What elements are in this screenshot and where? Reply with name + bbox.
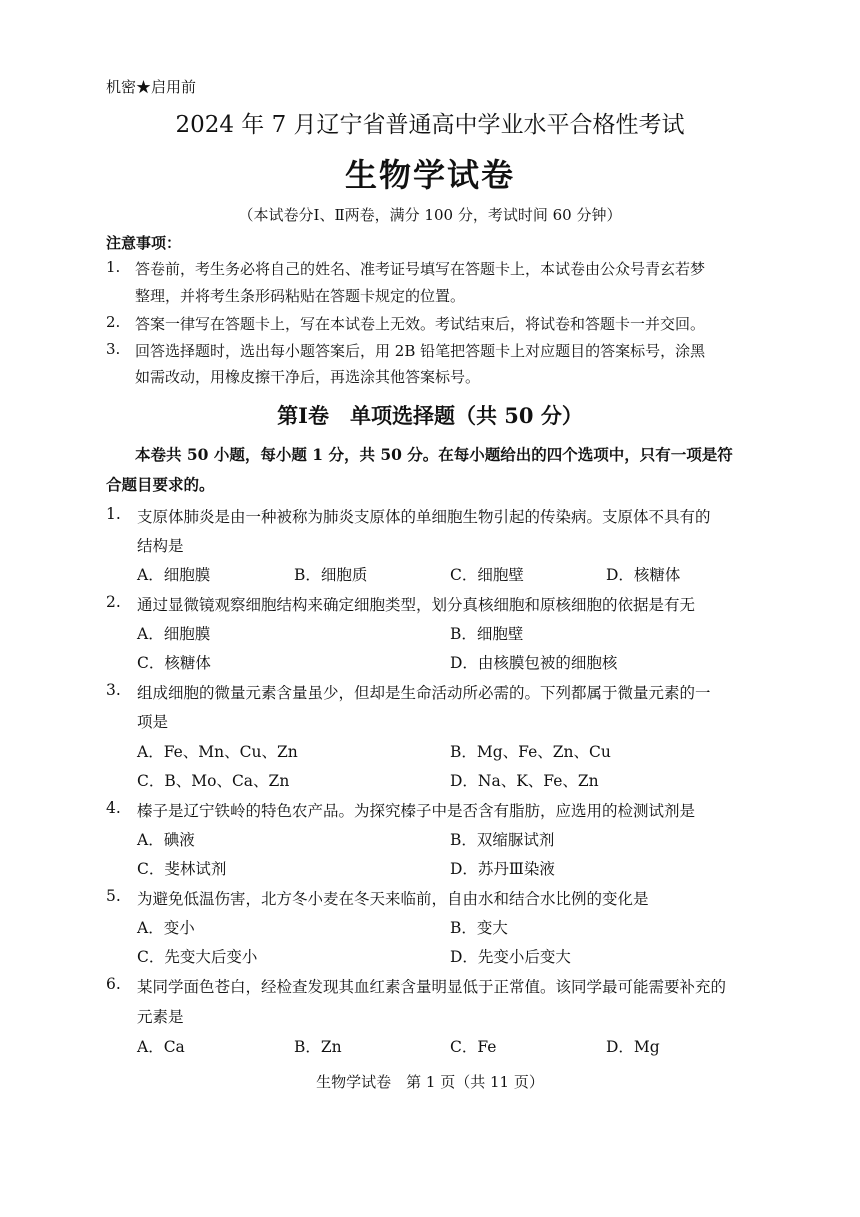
question-text: 支原体肺炎是由一种被称为肺炎支原体的单细胞生物引起的传染病。支原体不具有的 [137, 508, 711, 526]
option-b: B．细胞质 [294, 566, 368, 584]
option-c: C．Fe [450, 1038, 497, 1056]
question-text: 项是 [137, 713, 169, 731]
option-d: D．Mg [606, 1038, 660, 1056]
option-a: A．Ca [137, 1038, 185, 1056]
option-a: A．碘液 [137, 831, 195, 849]
option-c: C．细胞壁 [450, 566, 524, 584]
option-d: D．由核膜包被的细胞核 [450, 654, 618, 672]
exam-meta: （本试卷分Ⅰ、Ⅱ两卷，满分 100 分，考试时间 60 分钟） [238, 206, 622, 224]
question-number: 2. [106, 593, 121, 611]
question-number: 6. [106, 975, 121, 993]
question-text: 某同学面色苍白，经检查发现其血红素含量明显低于正常值。该同学最可能需要补充的 [137, 978, 727, 996]
option-b: B．Mg、Fe、Zn、Cu [450, 743, 611, 761]
question-number: 4. [106, 799, 121, 817]
option-d: D．先变小后变大 [450, 948, 571, 966]
notice-line: 答卷前，考生务必将自己的姓名、准考证号填写在答题卡上，本试卷由公众号青玄若梦 [135, 260, 706, 278]
option-d: D．Na、K、Fe、Zn [450, 772, 599, 790]
question-text: 组成细胞的微量元素含量虽少，但却是生命活动所必需的。下列都属于微量元素的一 [137, 684, 711, 702]
question-number: 5. [106, 887, 121, 905]
option-d: D．核糖体 [606, 566, 681, 584]
subject-title: 生物学试卷 [344, 156, 515, 194]
question-number: 3. [106, 681, 121, 699]
option-c: C．先变大后变小 [137, 948, 258, 966]
option-d: D．苏丹Ⅲ染液 [450, 860, 555, 878]
notice-line: 如需改动，用橡皮擦干净后，再选涂其他答案标号。 [135, 368, 481, 386]
option-c: C．斐林试剂 [137, 860, 227, 878]
notice-line: 整理，并将考生条形码粘贴在答题卡规定的位置。 [135, 287, 466, 305]
notice-line: 回答选择题时，选出每小题答案后，用 2B 铅笔把答题卡上对应题目的答案标号，涂黑 [135, 342, 706, 360]
option-b: B．细胞壁 [450, 625, 524, 643]
question-text: 元素是 [137, 1008, 184, 1026]
option-b: B．Zn [294, 1038, 342, 1056]
notice-number: 1. [106, 258, 121, 276]
section-title: 第Ⅰ卷 单项选择题（共 50 分） [277, 403, 583, 428]
question-number: 1. [106, 505, 121, 523]
page-footer: 生物学试卷 第 1 页（共 11 页） [316, 1073, 544, 1091]
question-text: 榛子是辽宁铁岭的特色农产品。为探究榛子中是否含有脂肪，应选用的检测试剂是 [137, 802, 696, 820]
option-c: C．B、Mo、Ca、Zn [137, 772, 290, 790]
option-b: B．变大 [450, 919, 508, 937]
exam-title: 2024 年 7 月辽宁省普通高中学业水平合格性考试 [175, 112, 685, 138]
option-a: A．细胞膜 [137, 625, 211, 643]
confidential-label: 机密★启用前 [106, 78, 197, 96]
section-intro-line: 本卷共 50 小题，每小题 1 分，共 50 分。在每小题给出的四个选项中，只有一项是符 [135, 445, 733, 464]
question-text: 通过显微镜观察细胞结构来确定细胞类型，划分真核细胞和原核细胞的依据是有无 [137, 596, 696, 614]
option-c: C．核糖体 [137, 654, 211, 672]
notice-line: 答案一律写在答题卡上，写在本试卷上无效。考试结束后，将试卷和答题卡一并交回。 [135, 315, 706, 333]
notice-number: 3. [106, 340, 121, 358]
option-a: A．变小 [137, 919, 195, 937]
section-intro-line: 合题目要求的。 [106, 475, 215, 494]
option-a: A．细胞膜 [137, 566, 211, 584]
question-text: 结构是 [137, 537, 184, 555]
option-a: A．Fe、Mn、Cu、Zn [137, 743, 298, 761]
question-text: 为避免低温伤害，北方冬小麦在冬天来临前，自由水和结合水比例的变化是 [137, 890, 649, 908]
option-b: B．双缩脲试剂 [450, 831, 555, 849]
notice-heading: 注意事项： [106, 234, 182, 252]
notice-number: 2. [106, 313, 121, 331]
